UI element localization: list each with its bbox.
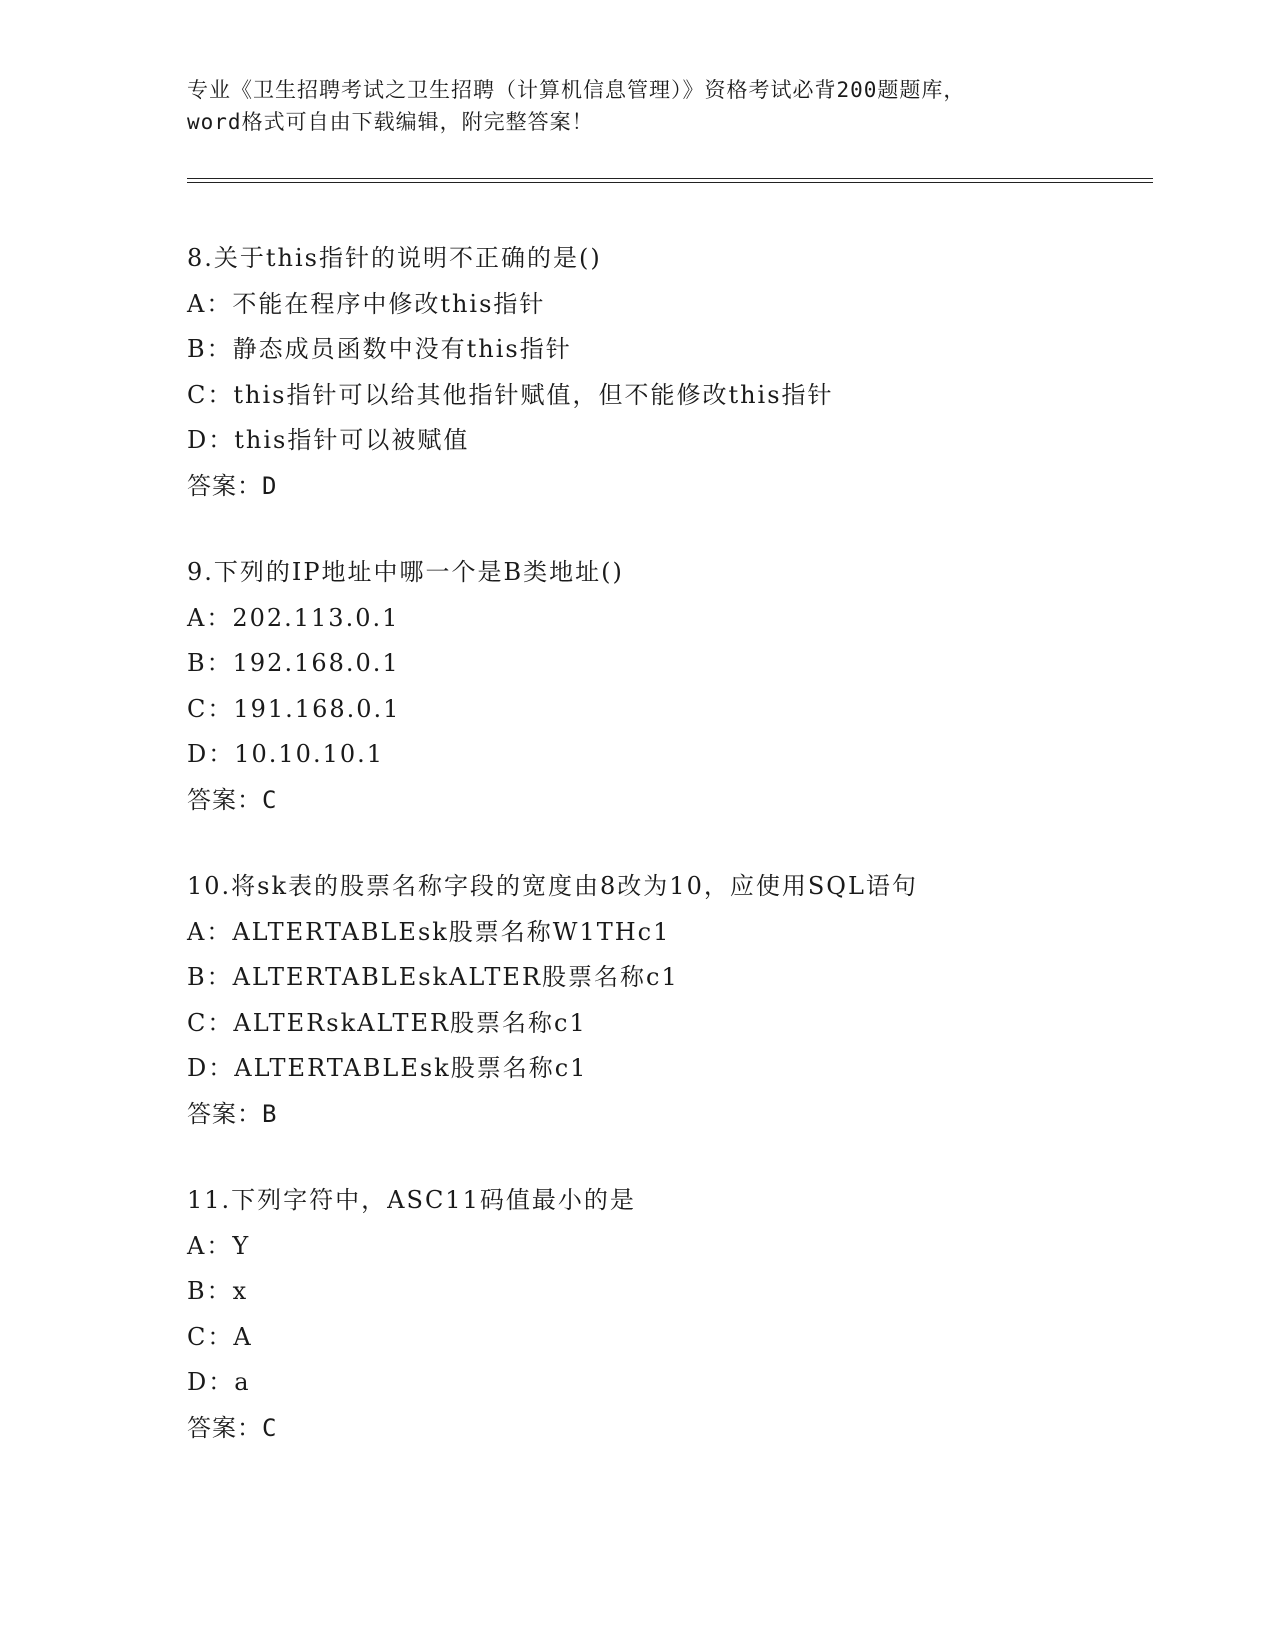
- option-d: D：10.10.10.1: [187, 740, 385, 768]
- question-9: [187, 550, 1187, 823]
- question-stem: 8.关于this指针的说明不正确的是(): [187, 244, 602, 272]
- option-b: B：静态成员函数中没有this指针: [187, 335, 572, 363]
- question-8: [187, 236, 1187, 509]
- header-line-2: word格式可自由下载编辑，附完整答案！: [187, 110, 594, 134]
- option-a: A：202.113.0.1: [187, 603, 400, 632]
- option-a: A：不能在程序中修改this指针: [187, 289, 546, 318]
- option-d: D：ALTERTABLEsk股票名称c1: [187, 1054, 588, 1082]
- header-divider: [187, 178, 1153, 183]
- header-line-1: 专业《卫生招聘考试之卫生招聘（计算机信息管理）》资格考试必背200题题库，: [187, 78, 966, 102]
- question-10: [187, 864, 1187, 1137]
- option-b: B：x: [187, 1277, 249, 1305]
- option-c: C：A: [187, 1322, 253, 1351]
- option-a: A：ALTERTABLEsk股票名称W1THc1: [187, 917, 671, 946]
- answer-label: 答案：C: [187, 785, 278, 814]
- option-d: D：a: [187, 1368, 251, 1396]
- option-a: A：Y: [187, 1231, 251, 1260]
- question-11: [187, 1178, 1187, 1451]
- option-d: D：this指针可以被赋值: [187, 426, 470, 454]
- answer-label: 答案：C: [187, 1413, 278, 1442]
- option-b: B：192.168.0.1: [187, 649, 400, 677]
- option-c: C：191.168.0.1: [187, 694, 401, 723]
- question-stem: 10.将sk表的股票名称字段的宽度由8改为10，应使用SQL语句: [187, 872, 918, 900]
- option-c: C：this指针可以给其他指针赋值，但不能修改this指针: [187, 380, 834, 409]
- question-stem: 9.下列的IP地址中哪一个是B类地址(): [187, 558, 624, 586]
- answer-label: 答案：B: [187, 1099, 278, 1128]
- answer-label: 答案：D: [187, 471, 278, 500]
- document-header: [187, 74, 1087, 138]
- option-c: C：ALTERskALTER股票名称c1: [187, 1008, 587, 1037]
- question-stem: 11.下列字符中，ASC11码值最小的是: [187, 1186, 636, 1214]
- question-list: [187, 236, 1187, 1492]
- option-b: B：ALTERTABLEskALTER股票名称c1: [187, 963, 679, 991]
